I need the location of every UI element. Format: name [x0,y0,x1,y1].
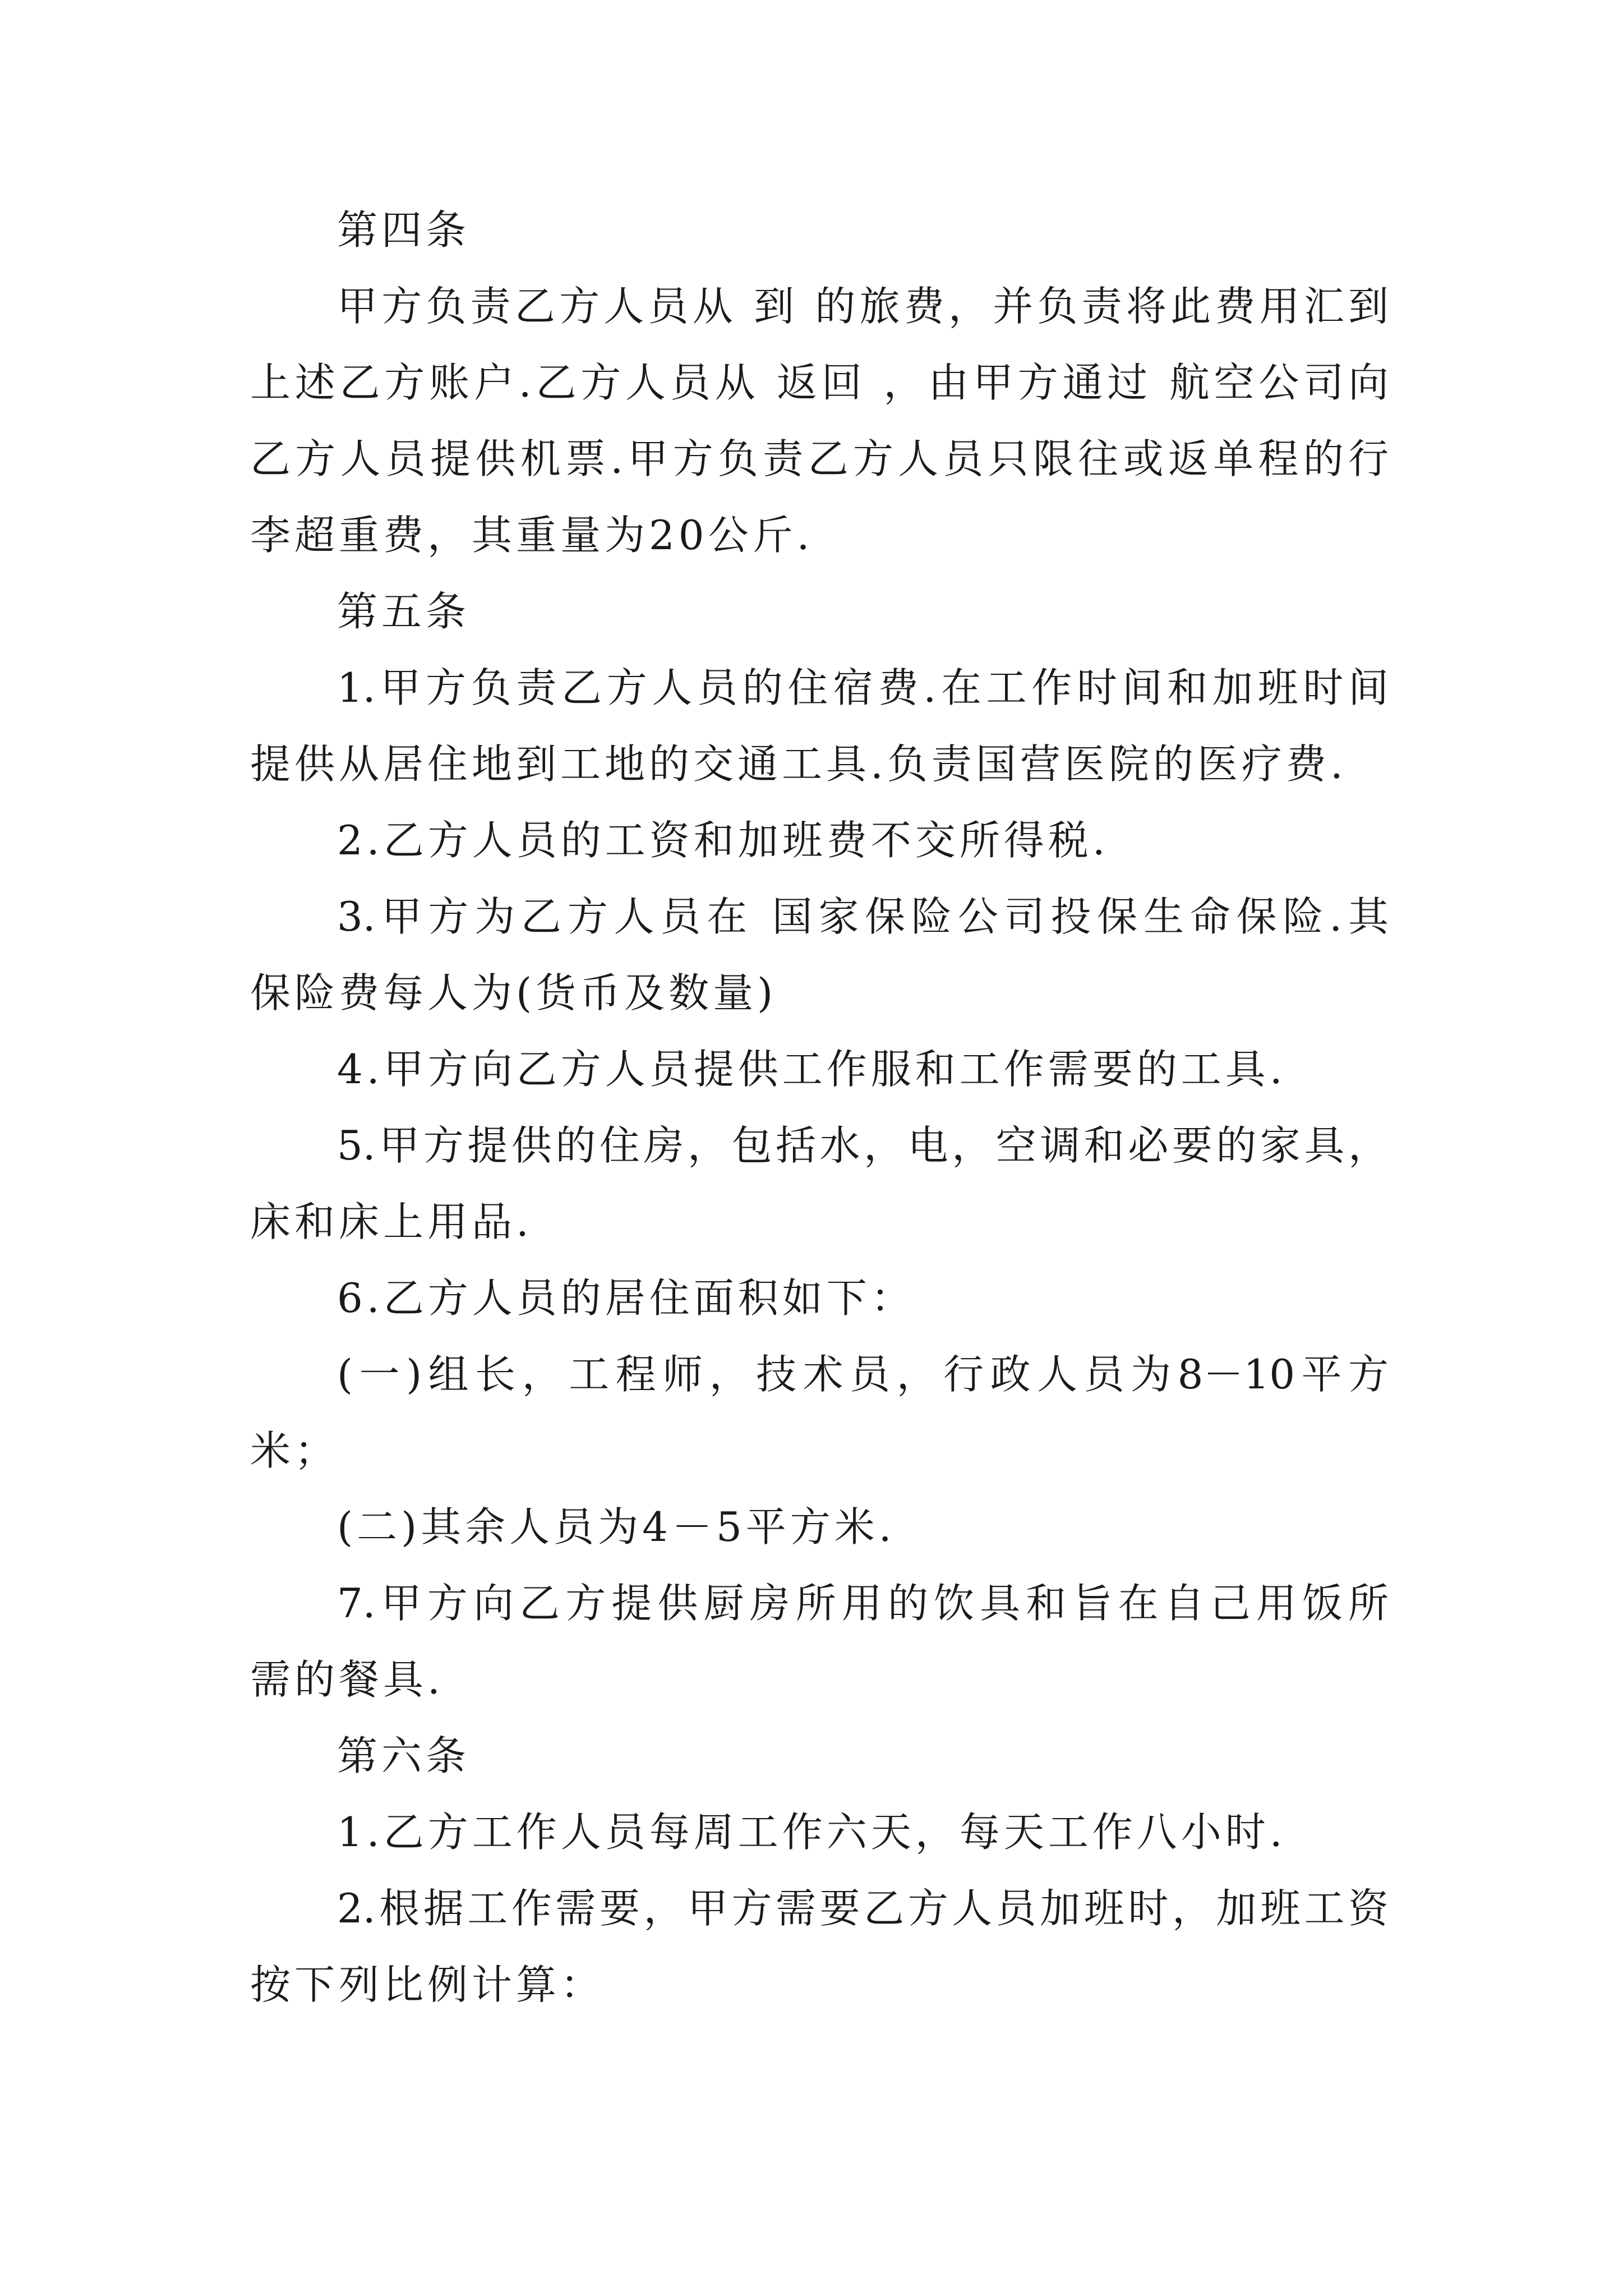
paragraph-line: 需的餐具. [250,1656,444,1703]
paragraph-line: 提供从居住地到工地的交通工具.负责国营医院的医疗费. [250,740,1347,788]
paragraph-line: 1.乙方工作人员每周工作六天，每天工作八小时. [337,1809,1287,1856]
paragraph-line: 2.根据工作需要，甲方需要乙方人员加班时，加班工资 [337,1885,1389,1932]
paragraph-line: 米； [250,1427,339,1474]
paragraph-line: 2.乙方人员的工资和加班费不交所得税. [337,817,1109,864]
paragraph-line: 保险费每人为(货币及数量) [250,969,777,1016]
article-6-heading: 第六条 [337,1732,471,1779]
paragraph-line: 7.甲方向乙方提供厨房所用的饮具和旨在自己用饭所 [337,1580,1389,1627]
paragraph-line: 4.甲方向乙方人员提供工作服和工作需要的工具. [337,1046,1287,1093]
article-4-heading: 第四条 [337,206,471,254]
article-5-heading: 第五条 [337,588,471,635]
paragraph-line: 1.甲方负责乙方人员的住宿费.在工作时间和加班时间 [337,664,1389,711]
paragraph-line: 按下列比例计算： [250,1961,605,2008]
paragraph-line: 乙方人员提供机票.甲方负责乙方人员只限往或返单程的行 [250,435,1389,482]
paragraph-line: 甲方负责乙方人员从 到 的旅费，并负责将此费用汇到 [337,283,1389,330]
paragraph-line: 6.乙方人员的居住面积如下： [337,1274,915,1322]
paragraph-line: (二)其余人员为4－5平方米. [337,1503,896,1550]
paragraph-line: 5.甲方提供的住房，包括水，电，空调和必要的家具， [337,1122,1389,1169]
paragraph-line: (一)组长，工程师，技术员，行政人员为8－10平方 [337,1351,1389,1398]
paragraph-line: 床和床上用品. [250,1198,533,1245]
paragraph-line: 李超重费，其重量为20公斤. [250,512,814,559]
paragraph-line: 3.甲方为乙方人员在 国家保险公司投保生命保险.其 [337,893,1389,940]
paragraph-line: 上述乙方账户.乙方人员从 返回 ，由甲方通过 航空公司向 [250,359,1389,406]
